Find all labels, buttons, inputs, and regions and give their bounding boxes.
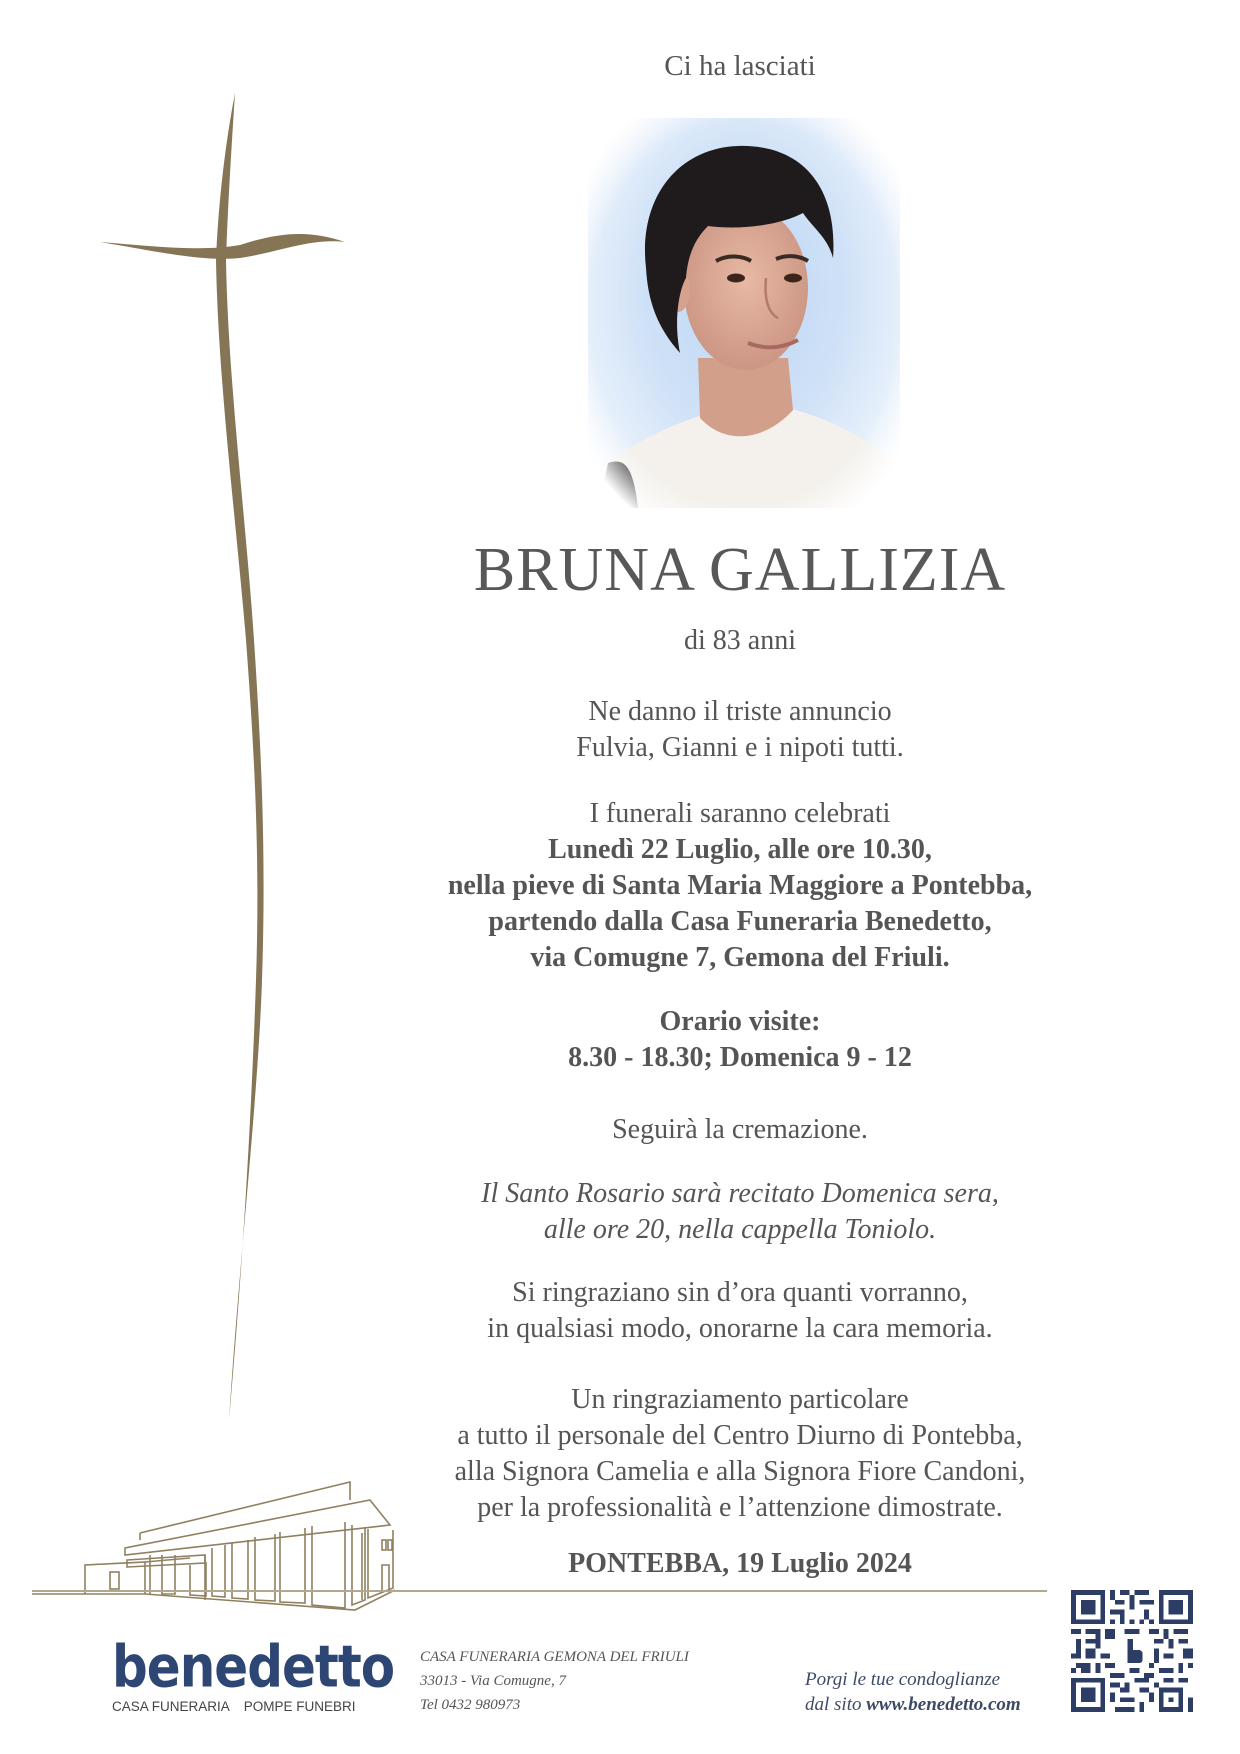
visits-hours: 8.30 - 18.30; Domenica 9 - 12 [568, 1042, 912, 1073]
logo-subtitle-left: CASA FUNERARIA [112, 1699, 230, 1714]
rosary-line: alle ore 20, nella cappella Toniolo. [543, 1214, 937, 1245]
funeral-home-address [420, 1645, 689, 1717]
place-date: PONTEBBA, 19 Luglio 2024 [568, 1548, 912, 1579]
funeral-detail-line: nella pieve di Santa Maria Maggiore a Pontebba, [447, 870, 1033, 901]
announcement-line: Fulvia, Gianni e i nipoti tutti. [576, 732, 904, 763]
rosary-block [360, 1176, 1120, 1248]
visits-title: Orario visite: [659, 1006, 821, 1037]
special-thanks-line: alla Signora Camelia e alla Signora Fiore Candoni, [454, 1456, 1026, 1487]
thanks-line: Si ringraziano sin d’ora quanti vorranno, [512, 1277, 968, 1308]
funeral-intro: I funerali saranno celebrati [589, 798, 891, 829]
announcement-line: Ne danno il triste annuncio [588, 696, 892, 727]
website-link[interactable]: www.benedetto.com [866, 1694, 1021, 1715]
funeral-block [360, 796, 1120, 976]
thanks-block [360, 1275, 1120, 1347]
footer-divider [32, 1590, 1047, 1592]
funeral-detail-line: via Comugne 7, Gemona del Friuli. [530, 942, 950, 973]
condolences-note [805, 1667, 1021, 1717]
condolences-prefix: dal sito [805, 1694, 867, 1715]
visits-block [360, 1004, 1120, 1076]
portrait-photo [588, 118, 900, 508]
deceased-name: BRUNA GALLIZIA [473, 536, 1007, 604]
logo-subtitle-right: POMPE FUNEBRI [243, 1699, 356, 1714]
age-text: di 83 anni [684, 625, 796, 656]
cremation-text: Seguirà la cremazione. [612, 1114, 868, 1145]
logo-wordmark: benedetto [112, 1633, 395, 1701]
benedetto-logo [112, 1633, 395, 1714]
special-thanks-block [360, 1382, 1120, 1526]
rosary-line: Il Santo Rosario sarà recitato Domenica sera, [481, 1178, 999, 1209]
special-thanks-line: a tutto il personale del Centro Diurno di Pontebba, [457, 1420, 1023, 1451]
funeral-detail-line: partendo dalla Casa Funeraria Benedetto, [488, 906, 992, 937]
funeral-home-building-icon [0, 0, 420, 1640]
header-label: Ci ha lasciati [664, 50, 816, 82]
condolences-line: Porgi le tue condoglianze [805, 1669, 1001, 1690]
special-thanks-line: per la professionalità e l’attenzione dimostrate. [477, 1492, 1003, 1523]
funeral-detail-line: Lunedì 22 Luglio, alle ore 10.30, [548, 834, 932, 865]
qr-code-icon[interactable] [1071, 1590, 1193, 1712]
thanks-line: in qualsiasi modo, onorarne la cara memoria. [487, 1313, 993, 1344]
address-line: CASA FUNERARIA GEMONA DEL FRIULI [420, 1649, 689, 1665]
address-line: Tel 0432 980973 [420, 1697, 521, 1713]
address-line: 33013 - Via Comugne, 7 [420, 1673, 566, 1689]
announcement-block [360, 694, 1120, 766]
special-thanks-line: Un ringraziamento particolare [571, 1384, 909, 1415]
